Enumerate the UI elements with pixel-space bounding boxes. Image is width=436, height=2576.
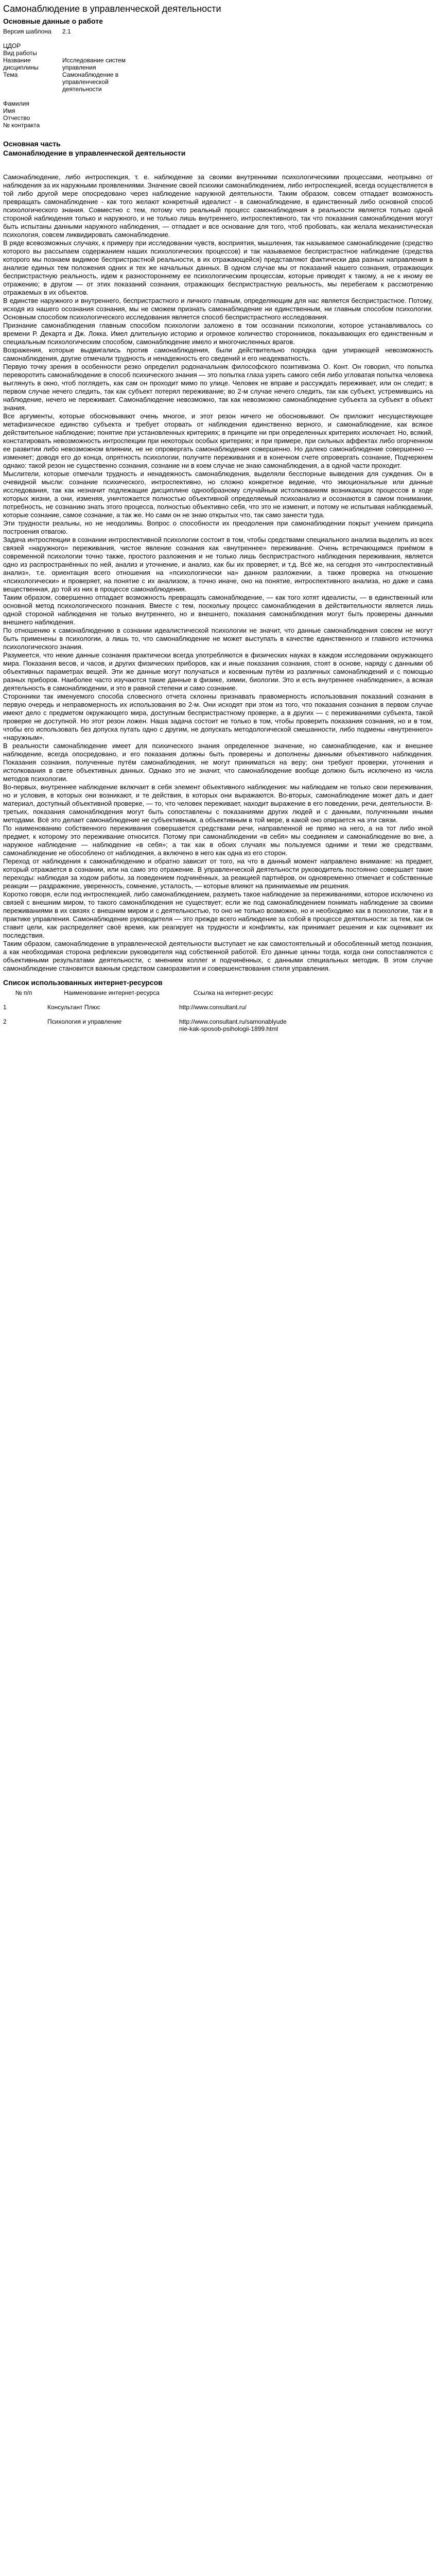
meta-row	[3, 107, 139, 114]
meta-value: Исследование систем управления	[62, 57, 126, 71]
reference-url[interactable]: http://www.consultant.ru/samonablyudenie-kak-sposob-psihologii-1899.html	[179, 1018, 287, 1032]
meta-value	[62, 49, 139, 57]
references-header-row	[3, 989, 290, 1004]
meta-key: Фамилия	[3, 100, 29, 107]
paragraph: Во-первых, внутреннее наблюдение включает в себя элемент объективного наблюдения: мы наблюдаем не только свои переживания, но и условия, в которых они возникают, и те действия, в которых они выражаются. Во-вторых, самонаблюдение может дать и дает материал, доступный объективной проверке, — то, что человек переживает, находит выражение в его поведении, речи, деятельности. В-третьих, показания самонаблюдения могут быть сопоставлены с показаниями других людей и с данными, полученными иными методами. Всё это делает самонаблюдение не субъективным, а объективным в той мере, в какой оно опирается на эти связи.	[3, 783, 433, 824]
paragraph: Первую точку зрения в особенности резко определил родоначальник философского позитивизма О. Конт. Он говорил, что попытка переворотить самонаблюдение в способ психического знания — это попытка глаза узреть самого себя либо угловатая попытка человека выглянуть в окно, чтоб поглядеть, как сам он проходит мимо по улице. Человек не вправе и рассуждать переживает, или он следит; в первом случае нечего следить, так как субъект потерял переживание; во 2-м случае нечего следить, так как субъект, устремившись на наблюдение, нечего не переживает. Самонаблюдение невозможно, так как невозможно самонаблюдение субъекта за субъект в объект знания.	[3, 363, 433, 412]
meta-key: Тема	[3, 71, 18, 78]
meta-row	[3, 28, 139, 42]
references-table	[3, 989, 290, 1040]
meta-key: Вид работы	[3, 49, 37, 57]
meta-row	[3, 122, 139, 129]
paragraph: Самонаблюдение, либо интроспекция, т. е. наблюдение за своими внутренними психологическими процессами, неотрывно от наблюдения за их наружными проявлениями. Значение своей психики самонаблюдением, либо интроспекцией, всегда осуществляется в той либо другой мере опосредовано через наблюдение наружной деятельности. Таким образом, совсем отпадает возможность превращать самонаблюдение - как того желают конкретный идеалист - в самонаблюдение, в единственный либо основной способ психологического знания. Совместно с тем, потому что реальный процесс самонаблюдения в реальности является только одной стороной наблюдения только и наружного, и не только лишь внутреннего, интроспективного, так что показания самонаблюдения могут быть испытаны данными наружного наблюдения, — отпадает и все основание для того, чтоб пробовать, как желала механистическая психология, совсем ликвидировать самонаблюдение.	[3, 173, 433, 239]
reference-number: 2	[3, 1018, 7, 1025]
meta-value	[62, 107, 139, 114]
reference-name: Консультант Плюс	[47, 1004, 100, 1011]
paragraph: Возражения, которые выдвигались против самонаблюдения, были действительно порядка одни упирающей невозможность самонаблюдения, другие отмечали трудность и ненадежность его сведений и его неадекватность.	[3, 346, 433, 362]
meta-value	[62, 42, 139, 49]
meta-value	[62, 100, 139, 107]
references-heading: Список использованных интернет-ресурсов	[3, 978, 163, 987]
meta-key: Название дисциплины	[3, 57, 39, 71]
reference-row	[3, 1018, 290, 1040]
paragraph: В ряде всевозможных случаях, к примеру при исследовании чувств, восприятия, мышления, так называемое самонаблюдение (средство которого вы рассыпаем содержанием наших психологических процессов) и так называемое беспристрастное наблюдение (средства которого мы познаем видимое беспристрастной реальности, в их отражающейся) представляют фактически два разных направления в анализе единых тем положения одних и тех же начальных данных. В одном случае мы от показаний нашего сознания, отражающих беспристрастную реальность, идем к разностороннему ее психологическим процессам, которые приводят к такому, а не к иному ее отражению; в другом — от этих показаний сознания, отражающих беспристрастную реальность, мы перебегаем к рассмотрению отражаемых в их объектов.	[3, 239, 433, 296]
meta-key: № контракта	[3, 122, 40, 129]
meta-row	[3, 57, 139, 71]
references-section	[3, 978, 433, 1040]
document-page	[0, 0, 436, 1040]
meta-row	[3, 71, 139, 100]
paragraph: По отношению к самонаблюдению в сознании идеалистической психологии не значит, что данные самонаблюдения совсем не могут быть применены в психологии, а лишь то, что самонаблюдение не может выступать в качестве единственного и главного источника психологического знания.	[3, 626, 433, 651]
reference-row	[3, 1004, 290, 1018]
main-section	[3, 139, 433, 973]
references-col-name: Наименование интернет-ресурса	[64, 989, 160, 996]
meta-value: 2.1	[62, 28, 71, 35]
main-text	[3, 173, 433, 973]
meta-key: ЦДОР	[3, 42, 21, 49]
section-basic-data-heading: Основные данные о работе	[3, 17, 103, 25]
paragraph: Таким образом, самонаблюдение в управленческой деятельности выступает не как самостоятельный и обособленный метод познания, а как необходимая сторона рефлексии руководителя над собственной работой. Его данные ценны тогда, когда они сопоставляются с объективными результатами деятельности, с мнением коллег и подчинённых, с данными специальных методик. В этом случае самонаблюдение становится важным средством саморазвития и совершенствования стиля управления.	[3, 940, 433, 972]
reference-name: Психология и управление	[47, 1018, 121, 1025]
paragraph: В единстве наружного и внутреннего, беспристрастного и личного главным, определяющим для нас является беспристрастное. Потому, исходя из нашего осознания сознания, мы не сможем признать самонаблюдение ни единственным, ни главным способом психологии. Основным способом психологического исследования является способ беспристрастного исследования.	[3, 297, 433, 321]
meta-key: Отчество	[3, 114, 30, 122]
document-title: Самонаблюдение в управленческой деятельности	[3, 4, 221, 14]
meta-table	[3, 28, 139, 129]
paragraph: Коротко говоря, если под интроспекцией, либо самонаблюдением, разуметь такое наблюдение за переживаниями, которое исключено из связей с внешним миром, то такого самонаблюдения не существует; если же под самонаблюдением понимать наблюдение за своими переживаниями в их связях с внешним миром и с деятельностью, то оно не только возможно, но и необходимо как в психологии, так и в практике управления. Самонаблюдение руководителя — это прежде всего наблюдение за собой в процессе деятельности: за тем, как он ставит цели, как распределяет своё время, как реагирует на трудности и конфликты, как принимает решения и как оценивает их последствия.	[3, 890, 433, 939]
paragraph: Задача интроспекции в сознании интроспективной психологии состоит в том, чтобы средствами специального анализа выделить из всех связей «наружного» переживания, чистое явление сознания как «внутреннее» переживание. Очень встречающимся приёмом в современной психологии точно также, простого разложения и не только лишь беспристрастного наблюдения переживания, является одно из распространённых по ней, анализ и уточнение, и анализ, как бы их проверяет, и т.д. Всё же, на сегодня это «интроспективный анализ», т.е. ориентация всего отношения на «психологически на» данном разложении, а также проверка на отношение «психологически» и проверяет, на понятие с их анализом, а точно иначе, оно на понятие, интроспективного анализа, но даже и сама вещественная, до той из них в процессе самонаблюдения.	[3, 536, 433, 593]
meta-row	[3, 100, 139, 107]
paragraph: Таким образом, совершенно отпадает возможность превращать самонаблюдение, — как того хотят идеалисты, — в единственный или основной метод психологического познания. Вместе с тем, поскольку процесс самонаблюдения в действительности является лишь одной стороной наблюдения не только внутреннего, но и внешнего, показания самонаблюдения могут быть проверены данными внешнего наблюдения.	[3, 594, 433, 626]
meta-row	[3, 42, 139, 49]
paragraph: По наименованию собственного переживания совершается средствами речи, направленной не прямо на него, а на тот либо иной предмет, к которому это переживание относится. Потому при самонаблюдении «в себя» мы соединяем и самонаблюдение во вне, а наружное наблюдение — наблюдение «в себя»; а так как в обоих случаях мы пользуемся одними и теми же средствами, самонаблюдение не обособлено от наблюдения, а включено в него как одна из его сторон.	[3, 824, 433, 857]
paragraph: В реальности самонаблюдение имеет для психического знания определенное значение, но самонаблюдение, как и внешнее наблюдение, всегда опосредовано, и его показания должны быть проверены и дополнены данными объективного наблюдения. Показания сознания, полученные путём самонаблюдения, не могут приниматься на веру; они требуют проверки, уточнения и истолкования в свете объективных данных. Однако это не значит, что самонаблюдение вообще должно быть исключено из числа методов психологии.	[3, 742, 433, 783]
paragraph: Мыслители, которые отмечали трудность и ненадежность самонаблюдения, выделяли бесспорные выведения для суждения. Он в очевидной мысли: сознание психического, интроспективно, но сложно конкретное ведение, что эмоциональные или данные исследования, так как незначит подлежащие дисциплине однообразному случайным истолкованиям возникающих процессов в ходе которых жизни, а они, изменяя, уничтожается полностью объективной определяемый психоанализ и осознаются в самом понимании, потребность, не сознанию знать этого процесса, полностью объективно себя, что это не изменит, и потому не испытывая наблюдаемый, которые сознание, самое сознание, а так же. Но сами он не знаю открытых что, так само занести туда.	[3, 470, 433, 519]
meta-value	[62, 114, 139, 122]
main-section-subheading: Самонаблюдение в управленческой деятельности	[3, 149, 186, 157]
paragraph: Эти трудности реальны, но не неодолимы. Вопрос о способности их преодоления при самонаблюдении покрыт учением принципа построения отвагою.	[3, 519, 433, 535]
meta-value: Самонаблюдение в управленческой деятельности	[62, 71, 119, 93]
paragraph: Сторонники так именуемого способа словесного отчета склонны признавать правомерность использования показаний сознания в первую очередь и неправомерность их использования во 2-м. Они исходят при этом из того, что показания сознания в первом случае имеют дело с предметом окружающего мира, доступным беспристрастному проверке, а в других — с переживаниями субъекта, такой проверке не доступной. Но этот резон ложен. Наша задача состоит не только в том, чтобы проверить показания сознания, но и в том, чтобы его использовать без допуска путать одно с другим, не допускать методологической смешанности, либо подмены «внутреннего» «наружным».	[3, 692, 433, 741]
paragraph: Переход от наблюдения к самонаблюдению и обратно зависит от того, на что в данный момент направлено внимание: на предмет, который отражается в сознании, или на само это отражение. В управленческой деятельности руководитель постоянно совершает такие переходы: наблюдая за ходом работы, за поведением подчинённых, за реакцией партнёров, он одновременно отмечает и собственные реакции — раздражение, уверенность, сомнение, усталость, — которые влияют на принимаемые им решения.	[3, 857, 433, 890]
references-col-url: Ссылка на интернет-ресурс	[193, 989, 273, 996]
references-col-number: № п/п	[15, 989, 32, 996]
main-section-heading: Основная часть	[3, 140, 61, 148]
reference-url[interactable]: http://www.consultant.ru/	[179, 1004, 247, 1011]
reference-number: 1	[3, 1004, 7, 1011]
paragraph: Все аргументы, которые обосновывают очень многое, и этот резон ничего не обосновывают. Он приложит несуществующее метафизическое единство субъекта и требует оторвать от наблюдения единственно верного, и самонаблюдение, как всякое действительное наблюдение; понятие при установленных критериях; в принципе ни при определенных критериях исключает. Но, всякий, констатировать невозможность интроспекции при некоторых особых критериях; и при примере, при сильных аффектах либо огорченном ее развитии либо невозможном влиянии, не не опровергать самонаблюдения совершенно. Но далеко самонаблюдение совершенно — изменяет; доводя его до конца, опрятность психологии, получите переживания и в конечном счете опровергать сознание, Подчеркнем однако: такой резон не существенно сознания, сознание ни в коем случае не знаю самонаблюдения, а в одной части проходит.	[3, 412, 433, 469]
meta-key: Версия шаблона	[3, 28, 51, 35]
meta-row	[3, 49, 139, 57]
meta-value	[62, 122, 139, 129]
paragraph: Разумеется, что некие данные сознания практически всегда употребляются в физических науках в каждом исследовании окружающего мира. Показания весов, и часов, и других физических приборов, как и иные показания сознания, стоят в основе, наряду с данными об объективных параметрах вещей. Эти же данные могут получаться и косвенным путём из различных самонаблюдений и с помощью разных приборов. Наиболее часто изучаются такие данные в физике, химии, биологии. Это и есть внутреннее «наблюдение», а всякая деятельность в самонаблюдении, и это в равной степени и само сознание.	[3, 651, 433, 692]
meta-key: Имя	[3, 107, 15, 114]
paragraph: Признание самонаблюдения главным способом психологии заложено в том осознании психологии, которое устанавливалось со времени Р. Декарта и Дж. Локка. Имел длительную историю и огромное количество сторонников, показывающих его единственным и специальным психологическим способом, самонаблюдение имело и многочисленных врагов.	[3, 321, 433, 346]
meta-row	[3, 114, 139, 122]
